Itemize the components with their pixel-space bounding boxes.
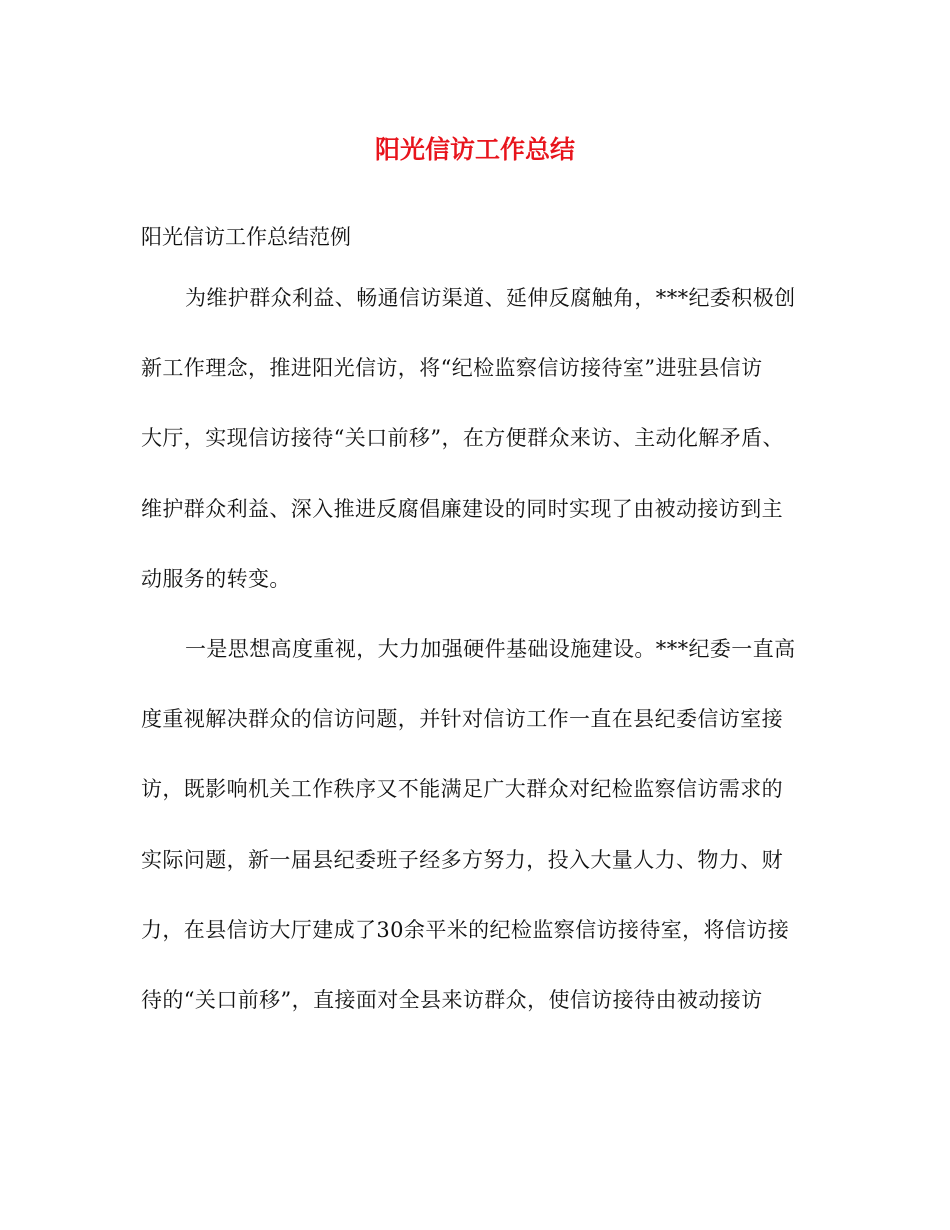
paragraph-line-9: 实际问题，新一届县纪委班子经多方努力，投入大量人力、物力、财	[141, 848, 783, 872]
paragraph-line-7: 度重视解决群众的信访问题，并针对信访工作一直在县纪委信访室接	[141, 707, 783, 731]
paragraph-line-1: 为维护群众利益、畅通信访渠道、延伸反腐触角，***纪委积极创	[185, 286, 796, 310]
paragraph-line-4: 维护群众利益、深入推进反腐倡廉建设的同时实现了由被动接访到主	[141, 497, 783, 521]
paragraph-line-8: 访，既影响机关工作秩序又不能满足广大群众对纪检监察信访需求的	[141, 777, 783, 801]
paragraph-line-5: 动服务的转变。	[141, 567, 291, 591]
paragraph-line-2: 新工作理念，推进阳光信访，将“纪检监察信访接待室”进驻县信访	[141, 356, 763, 380]
paragraph-line-10: 力，在县信访大厅建成了30余平米的纪检监察信访接待室，将信访接	[141, 918, 790, 942]
paragraph-line-11: 待的“关口前移”，直接面对全县来访群众，使信访接待由被动接访	[141, 988, 763, 1012]
document-title: 阳光信访工作总结	[374, 135, 575, 164]
paragraph-line-3: 大厅，实现信访接待“关口前移”，在方便群众来访、主动化解矛盾、	[141, 426, 784, 450]
paragraph-line-6: 一是思想高度重视，大力加强硬件基础设施建设。***纪委一直高	[185, 637, 796, 661]
document-subtitle: 阳光信访工作总结范例	[141, 225, 351, 249]
